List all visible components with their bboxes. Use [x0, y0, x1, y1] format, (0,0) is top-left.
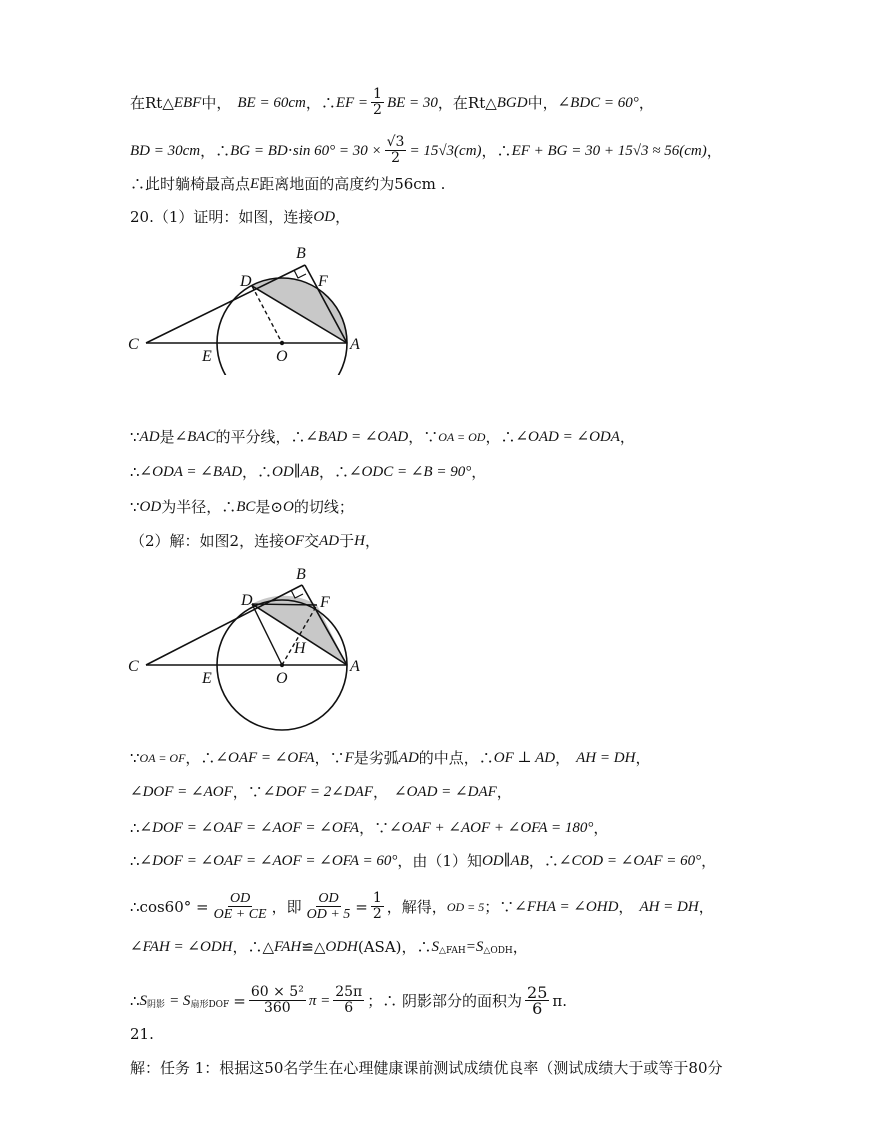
text: ∴	[130, 819, 140, 837]
label-b: B	[296, 566, 306, 583]
subscript: △ODH	[483, 946, 513, 956]
math: ∠DOF = ∠AOF	[130, 784, 233, 800]
solution-line-15	[130, 985, 832, 1016]
math: H	[354, 533, 365, 549]
math: = 15√3(cm)	[409, 142, 482, 159]
text: ∴此时躺椅最高点	[130, 175, 251, 193]
math: AD	[139, 429, 160, 445]
text: ，∵	[359, 819, 390, 837]
label-b: B	[296, 245, 306, 262]
text: =	[233, 991, 246, 1010]
text: ∵	[130, 428, 140, 446]
text: ，∴	[485, 428, 516, 446]
math: BC	[236, 499, 256, 515]
math: OD	[139, 499, 162, 515]
subscript: △FAH	[439, 946, 466, 956]
text: ，由（1）知	[397, 852, 482, 870]
line-df	[252, 604, 317, 605]
text: π.	[552, 991, 568, 1010]
math: OF	[284, 533, 305, 549]
text: ，在Rt△	[437, 93, 497, 112]
text: ，	[593, 819, 609, 837]
text: 的平分线，∴	[215, 428, 306, 446]
solution-line-13	[130, 891, 832, 922]
math: AD	[398, 750, 419, 766]
math: ∠BAC	[174, 429, 216, 445]
text: 在Rt△	[130, 93, 174, 112]
math: AH = DH	[639, 898, 699, 915]
text: =	[355, 897, 368, 916]
solution-line-2	[130, 135, 832, 166]
math: ∠DOF = ∠OAF = ∠AOF = ∠OFA	[139, 820, 360, 836]
text: ，	[512, 938, 528, 956]
math: ∠FHA = ∠OHD	[514, 898, 619, 915]
math: ∠OAD = ∠ODA	[515, 429, 620, 445]
text: ；∵	[484, 897, 515, 916]
math: ∠BDC = 60°	[557, 94, 639, 111]
math: OF ⊥ AD	[493, 750, 556, 766]
text: 的中点，∴	[418, 749, 494, 767]
solution-line-9	[130, 748, 832, 768]
math: ∠ODA = ∠BAD	[139, 464, 243, 480]
text: ，	[555, 749, 571, 767]
math: EF + BG = 30 + 15√3 ≈ 56(cm)	[511, 142, 707, 159]
shaded-segment	[252, 279, 347, 343]
text: ，	[364, 532, 380, 550]
fraction: $\frac{1}{2}$	[373, 86, 382, 118]
math: AD	[319, 533, 340, 549]
text: ∴cos60° =	[130, 897, 209, 916]
math: ∠DOF = 2∠DAF	[262, 784, 374, 800]
math: OD∥AB	[272, 464, 319, 480]
label-o: O	[276, 348, 288, 365]
math: BE = 60cm	[237, 94, 306, 111]
text: （2）解：如图2，连接	[130, 532, 285, 550]
text: ；∴ 阴影部分的面积为	[367, 991, 523, 1010]
label-d: D	[240, 273, 252, 290]
solution-line-5	[130, 427, 832, 447]
text: ，∴	[318, 463, 349, 481]
text: 20.（1）证明：如图，连接	[130, 208, 314, 226]
label-a: A	[350, 658, 360, 675]
text: 于	[339, 532, 355, 550]
math: OA = OD	[438, 430, 486, 444]
math: = S	[169, 992, 191, 1009]
text: ∵	[130, 498, 140, 516]
text: ，	[698, 897, 714, 916]
text: 的切线；	[293, 498, 354, 516]
fraction: $\frac{\text{60 × 5²}}{360}$	[250, 984, 304, 1016]
solution-line-3	[130, 174, 832, 194]
text: 距离地面的高度约为56cm .	[259, 175, 446, 193]
label-f: F	[320, 594, 330, 611]
text: 交	[304, 532, 320, 550]
problem-20-heading	[130, 207, 832, 227]
fraction: $\frac{1}{2}$	[372, 890, 382, 922]
solution-line-1	[130, 87, 832, 118]
text: ，∵	[408, 428, 439, 446]
label-d: D	[241, 592, 253, 609]
math: ∠OAD = ∠DAF	[394, 784, 497, 800]
solution-line-6	[130, 462, 832, 482]
text: 是劣弧	[353, 749, 399, 767]
math: OD∥AB	[481, 853, 529, 869]
text: 中，	[201, 93, 232, 112]
text: ，解得，	[386, 897, 447, 916]
solution-line-14	[130, 937, 832, 957]
text: ，即	[271, 897, 302, 916]
math: BE = 30	[386, 94, 438, 111]
subscript: 扇形DOF	[190, 999, 230, 1010]
math: AH = DH	[576, 750, 636, 766]
fraction: $\frac{25}{6}$	[527, 983, 548, 1018]
text: ，∴△	[232, 938, 275, 956]
math: F	[344, 750, 354, 766]
text: ，∴	[528, 852, 559, 870]
text: ，	[471, 463, 487, 481]
text: ∵	[130, 749, 140, 767]
text: ，	[335, 208, 351, 226]
text: ，∴	[481, 141, 512, 160]
problem-21-heading	[130, 1024, 832, 1044]
text: ，∴	[401, 938, 432, 956]
label-o: O	[276, 670, 288, 687]
math: π =	[308, 992, 331, 1009]
solution-line-17	[130, 1058, 832, 1078]
text: ，	[373, 783, 389, 801]
fraction: $\frac{√3}{2}$	[386, 134, 405, 166]
text: ≌△	[301, 938, 326, 956]
text: ，	[638, 93, 654, 112]
right-angle-mark	[294, 270, 306, 278]
math: FAH	[274, 939, 302, 955]
text: ，	[701, 852, 717, 870]
fraction: $\frac{OD}{OE + CE}$	[213, 891, 267, 922]
math: ∠COD = ∠OAF = 60°	[558, 853, 702, 869]
text: ，∵	[232, 783, 263, 801]
math: ∠OAF + ∠AOF + ∠OFA = 180°	[389, 820, 594, 836]
text: ∴	[130, 991, 140, 1010]
text: ，∴	[305, 93, 336, 112]
point-o	[280, 341, 284, 345]
label-e: E	[202, 348, 212, 365]
text: 中，	[527, 93, 558, 112]
text: ，	[618, 897, 634, 916]
text: ，	[635, 749, 651, 767]
line-cb	[146, 585, 302, 665]
text: ，∴	[242, 463, 273, 481]
math: ∠FAH = ∠ODH	[130, 939, 233, 955]
math: BD = 30cm	[130, 142, 201, 159]
math: BG = BD⋅sin 60° = 30 ×	[230, 142, 382, 159]
math: ODH	[325, 939, 358, 955]
math: OD	[313, 209, 336, 225]
text: ，	[706, 141, 722, 160]
text: (ASA)	[357, 938, 402, 956]
text: ，∴	[200, 141, 231, 160]
fraction: $\frac{25\pi}{6}$	[335, 984, 363, 1016]
solution-line-7	[130, 497, 832, 517]
text: 是⊙	[255, 498, 283, 516]
text: 是	[159, 428, 175, 446]
label-h: H	[294, 640, 306, 657]
math: OD = 5	[446, 899, 485, 914]
math: ∠DOF = ∠OAF = ∠AOF = ∠OFA = 60°	[139, 853, 398, 869]
point-o	[280, 663, 284, 667]
subscript: 阴影	[147, 999, 166, 1010]
math: OA = OF	[139, 751, 186, 765]
label-f: F	[318, 273, 328, 290]
fraction: $\frac{OD}{OD + 5}$	[306, 891, 351, 922]
geometry-figure-1	[120, 240, 380, 379]
solution-line-12	[130, 851, 832, 871]
math: ∠OAF = ∠OFA	[215, 750, 315, 766]
text: ∴	[130, 463, 140, 481]
label-a: A	[350, 336, 360, 353]
math: EF =	[335, 94, 369, 111]
math: O	[282, 499, 294, 515]
solution-line-8	[130, 531, 832, 551]
text: ，	[496, 783, 512, 801]
text: ，∴	[185, 749, 216, 767]
label-c: C	[128, 336, 139, 353]
math: =S	[465, 939, 484, 955]
text: ，∵	[314, 749, 345, 767]
solution-line-10	[130, 782, 832, 802]
geometry-figure-2	[120, 562, 380, 746]
math: ∠BAD = ∠OAD	[305, 429, 409, 445]
text: ，	[619, 428, 635, 446]
label-c: C	[128, 658, 139, 675]
math: E	[250, 176, 260, 192]
math: EBF	[173, 94, 202, 111]
text: 解：任务 1：根据这50名学生在心理健康课前测试成绩优良率（测试成绩大于或等于80分	[130, 1059, 723, 1077]
math: S	[431, 939, 440, 955]
math: ∠ODC = ∠B = 90°	[348, 464, 472, 480]
label-e: E	[202, 670, 212, 687]
text: 21.	[130, 1025, 154, 1043]
math: S	[139, 992, 148, 1009]
solution-line-11	[130, 818, 832, 838]
text: ∴	[130, 852, 140, 870]
math: BGD	[496, 94, 528, 111]
text: 为半径，∴	[161, 498, 237, 516]
